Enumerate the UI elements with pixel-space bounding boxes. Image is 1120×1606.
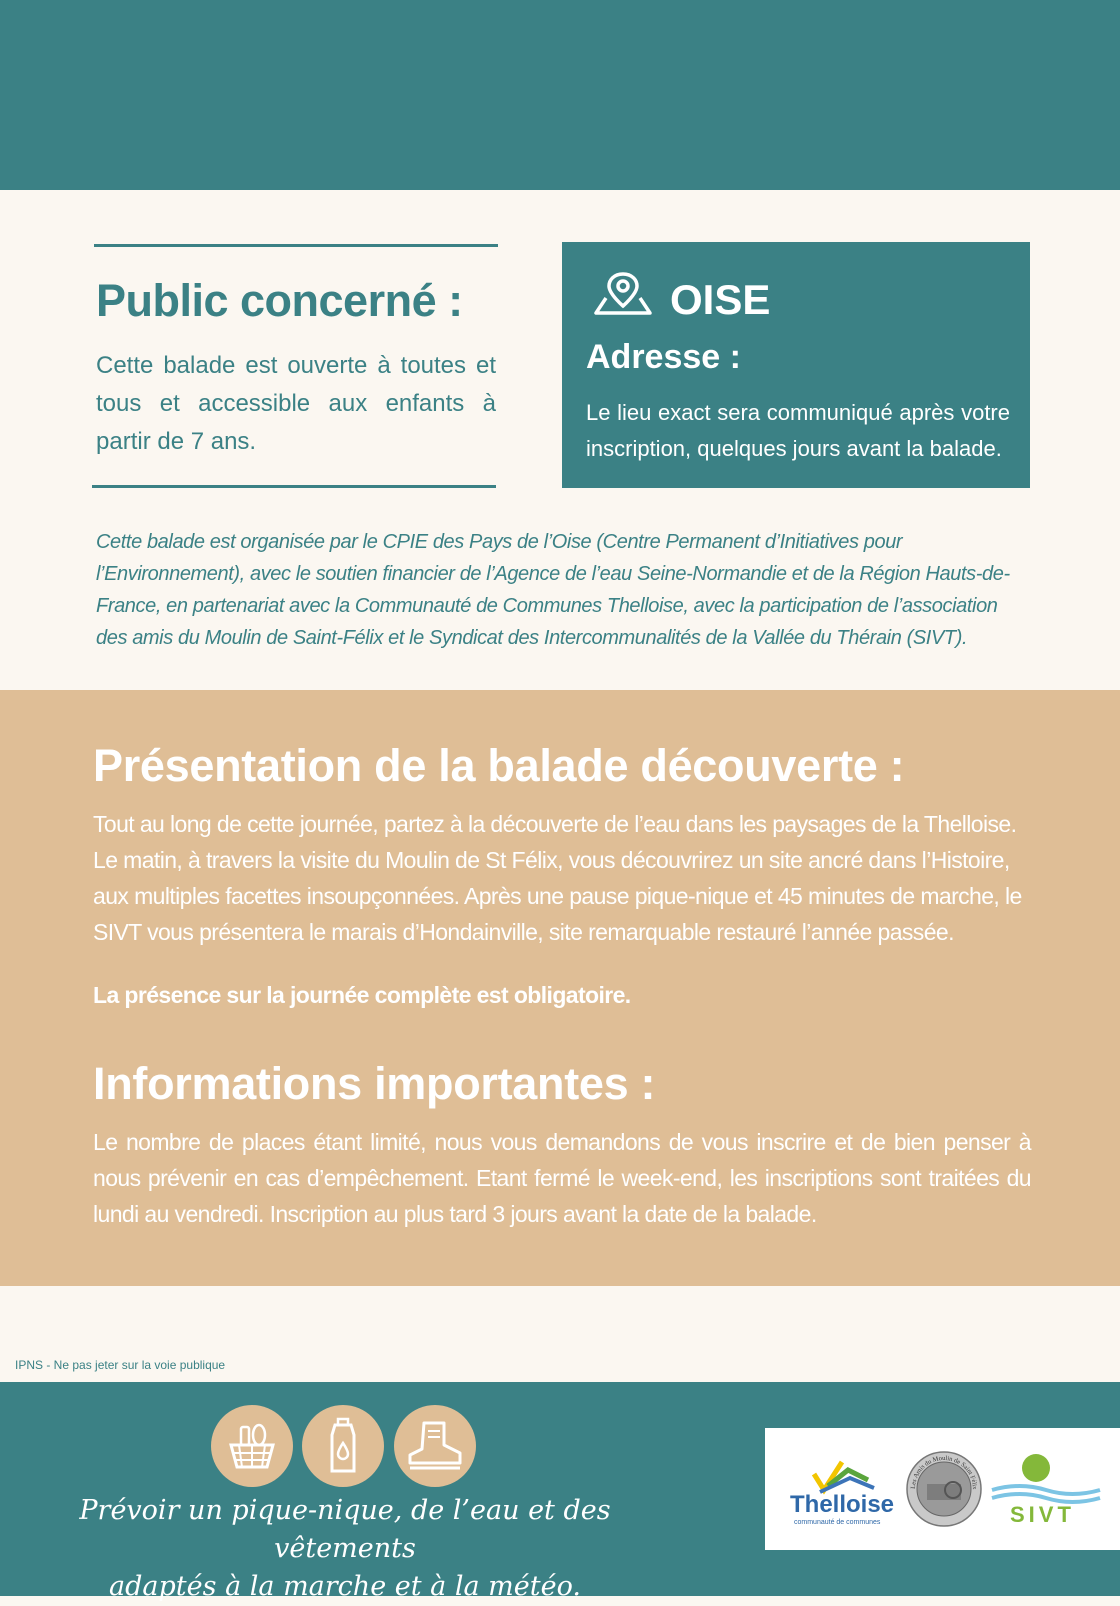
thelloise-sub: communauté de communes [794,1519,881,1526]
presentation-title: Présentation de la balade découverte : [93,740,905,791]
advice-line-2: adaptés à la marche et à la météo. [109,1571,581,1602]
header-band [0,0,1120,190]
credits-text: Cette balade est organisée par le CPIE des Pays de l’Oise (Centre Permanent d’Initiatives pour l’Environnement), avec le soutien financier de l’Agence de l’eau Seine-Normandie et de la Région Hauts-de-France, en partenariat avec la Communauté de Communes Thelloise, avec la participation de l’association des amis du Moulin de Saint-Félix et le Syndicat des Intercommunalités de la Vallée du Thérain (SIVT). [96,531,1010,649]
info-text: Le nombre de places étant limité, nous vous demandons de vous inscrire et de bien penser à nous prévenir en cas d’empêchement. Etant fermé le week-end, les inscriptions sont traitées du lundi au vendredi. Inscription au plus tard 3 jours avant la date de la balade. [93,1129,1031,1227]
info-title: Informations importantes : [93,1058,656,1109]
ipns-note: IPNS - Ne pas jeter sur la voie publique [15,1358,226,1372]
address-label: Adresse : [586,338,741,376]
public-title: Public concerné : [96,275,463,326]
sivt-name: SIVT [1010,1502,1075,1527]
thelloise-logo [790,1456,900,1528]
bottom-divider [92,485,496,488]
top-divider [94,244,498,247]
packing-advice [40,1492,650,1606]
mandatory-note: La présence sur la journée complète est obligatoire. [93,982,631,1008]
public-text: Cette balade est ouverte à toutes et tous et accessible aux enfants à partir de 7 ans. [96,352,496,455]
moulin-text: Les Amis du Moulin de Saint Félix [909,1454,979,1490]
address-text: Le lieu exact sera communiqué après votre inscription, quelques jours avant la balade. [586,400,1010,461]
sivt-logo [990,1452,1102,1528]
thelloise-name: Thelloise [790,1491,895,1518]
hiking-boot-icon [394,1405,476,1487]
moulin-seal-logo [905,1450,983,1528]
advice-line-1: Prévoir un pique-nique, de l’eau et des vêtements [79,1495,611,1564]
map-pin-icon [592,270,654,316]
picnic-basket-icon [211,1405,293,1487]
presentation-text: Tout au long de cette journée, partez à la découverte de l’eau dans les paysages de la Thelloise. Le matin, à travers la visite du Moulin de St Félix, vous découvrirez un site ancré dans l’Histoire, aux multiples facettes insoupçonnées. Après une pause pique-nique et 45 minutes de marche, le SIVT vous présentera le marais d’Hondainville, site remarquable restauré l’année passée. [93,811,1022,945]
water-bottle-icon [302,1405,384,1487]
region-label: OISE [670,276,771,323]
